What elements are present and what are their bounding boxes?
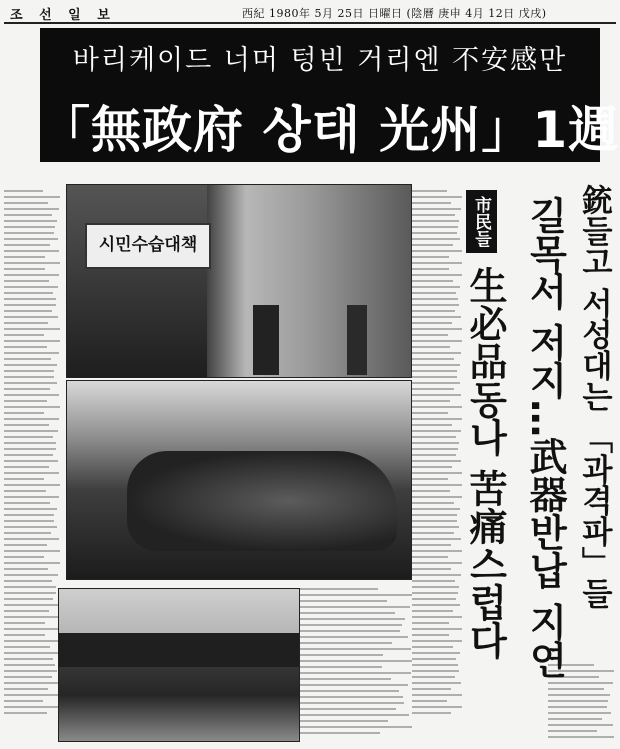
text-line	[412, 322, 452, 324]
text-line	[300, 612, 395, 614]
text-line	[412, 544, 451, 546]
text-line	[412, 550, 462, 552]
text-line	[4, 610, 49, 612]
text-line	[412, 664, 458, 666]
text-line	[412, 388, 454, 390]
text-line	[4, 316, 58, 318]
text-line	[4, 580, 52, 582]
text-line	[4, 544, 47, 546]
text-line	[412, 700, 447, 702]
text-line	[4, 268, 45, 270]
text-line	[4, 262, 60, 264]
text-line	[300, 690, 399, 692]
text-line	[4, 490, 46, 492]
text-line	[412, 430, 461, 432]
text-line	[300, 696, 403, 698]
text-line	[4, 364, 57, 366]
photo-sign: 시민수습대책	[85, 223, 211, 269]
photo-wrecked-car	[66, 380, 412, 580]
text-line	[412, 442, 459, 444]
text-line	[548, 730, 597, 732]
text-line	[412, 598, 456, 600]
text-line	[300, 654, 383, 656]
banner-subheadline: 바리케이드 너머 텅빈 거리엔 不安感만	[72, 45, 568, 76]
text-line	[412, 676, 455, 678]
text-line	[412, 454, 456, 456]
text-line	[412, 328, 462, 330]
text-line	[4, 394, 59, 396]
left-text-column	[4, 190, 60, 730]
text-line	[4, 622, 45, 624]
text-line	[300, 648, 411, 650]
text-line	[4, 382, 57, 384]
text-line	[4, 238, 58, 240]
text-line	[412, 256, 449, 258]
text-line	[4, 274, 59, 276]
text-line	[412, 508, 460, 510]
text-line	[4, 280, 49, 282]
text-line	[548, 694, 610, 696]
text-line	[412, 268, 449, 270]
paper-name: 조 선 일 보	[10, 8, 116, 23]
text-line	[4, 346, 47, 348]
text-line	[4, 442, 56, 444]
text-line	[4, 508, 57, 510]
text-line	[300, 708, 396, 710]
text-line	[4, 424, 49, 426]
text-line	[4, 514, 54, 516]
text-line	[412, 400, 450, 402]
text-line	[412, 562, 462, 564]
text-line	[412, 274, 462, 276]
text-line	[412, 616, 462, 618]
text-line	[412, 370, 457, 372]
text-line	[412, 466, 452, 468]
text-line	[300, 672, 411, 674]
text-line	[4, 352, 59, 354]
text-line	[4, 526, 57, 528]
text-line	[412, 496, 462, 498]
text-line	[4, 190, 43, 192]
text-line	[300, 624, 402, 626]
text-line	[412, 640, 462, 642]
text-line	[4, 574, 58, 576]
text-line	[412, 490, 450, 492]
text-line	[300, 684, 408, 686]
text-line	[4, 286, 58, 288]
text-line	[412, 610, 453, 612]
text-line	[412, 478, 448, 480]
text-line	[4, 448, 56, 450]
text-line	[548, 736, 614, 738]
text-line	[4, 658, 53, 660]
text-line	[412, 556, 448, 558]
headline-necessities: 生必品동나 苦痛스럽다	[463, 266, 507, 660]
text-line	[412, 292, 456, 294]
text-line	[4, 208, 59, 210]
text-line	[4, 376, 54, 378]
text-line	[4, 430, 58, 432]
text-line	[412, 424, 452, 426]
text-line	[300, 726, 412, 728]
text-line	[300, 678, 391, 680]
text-line	[412, 460, 461, 462]
text-line	[412, 340, 462, 342]
text-line	[412, 688, 451, 690]
text-line	[548, 688, 604, 690]
text-line	[412, 358, 454, 360]
text-line	[412, 316, 461, 318]
text-line	[300, 606, 410, 608]
date-line: 西紀 1980年 5月 25日 日曜日 (陰曆 庚申 4月 12日 戊戌)	[242, 7, 547, 20]
text-line	[4, 406, 60, 408]
headline-guns: 銃들고 서성대는 「과격파」들	[576, 184, 612, 609]
text-line	[412, 670, 459, 672]
text-line	[412, 238, 460, 240]
text-line	[412, 646, 453, 648]
text-line	[412, 436, 456, 438]
text-line	[4, 202, 48, 204]
text-line	[4, 700, 43, 702]
text-line	[412, 334, 448, 336]
text-line	[412, 418, 462, 420]
text-line	[412, 628, 462, 630]
text-line	[4, 334, 44, 336]
text-line	[300, 702, 404, 704]
text-line	[412, 310, 455, 312]
text-line	[300, 618, 405, 620]
text-line	[412, 394, 461, 396]
text-line	[4, 304, 56, 306]
text-line	[412, 706, 462, 708]
text-line	[4, 496, 59, 498]
text-line	[4, 388, 50, 390]
text-line	[4, 550, 60, 552]
text-line	[4, 196, 60, 198]
text-line	[412, 364, 460, 366]
text-line	[412, 568, 451, 570]
text-line	[412, 220, 459, 222]
text-line	[4, 532, 51, 534]
text-line	[4, 502, 50, 504]
text-line	[300, 660, 412, 662]
text-line	[412, 250, 462, 252]
text-line	[4, 214, 52, 216]
text-line	[4, 604, 58, 606]
text-line	[300, 666, 382, 668]
text-line	[4, 460, 58, 462]
text-line	[412, 280, 453, 282]
text-line	[4, 226, 55, 228]
text-line	[300, 642, 392, 644]
text-line	[300, 636, 408, 638]
headline-roads: 길목서 저지…武器반납 지연	[523, 196, 567, 679]
text-line	[412, 484, 462, 486]
text-line	[4, 418, 59, 420]
text-line	[548, 682, 613, 684]
text-line	[300, 588, 378, 590]
bottom-text-column	[300, 588, 412, 740]
text-line	[4, 628, 60, 630]
text-line	[4, 358, 51, 360]
text-line	[412, 208, 461, 210]
text-line	[4, 328, 60, 330]
text-line	[4, 712, 47, 714]
text-line	[412, 526, 459, 528]
text-line	[4, 616, 59, 618]
text-line	[412, 502, 454, 504]
text-line	[4, 310, 52, 312]
text-line	[548, 700, 608, 702]
text-line	[4, 676, 52, 678]
text-line	[4, 232, 54, 234]
text-line	[412, 214, 455, 216]
text-line	[412, 376, 457, 378]
text-line	[412, 298, 458, 300]
text-line	[548, 712, 611, 714]
text-line	[412, 382, 460, 384]
text-line	[4, 466, 49, 468]
text-line	[412, 712, 451, 714]
text-line	[4, 298, 56, 300]
banner-headline: 「無政府 상태 光州」1週	[40, 101, 620, 159]
text-line	[4, 688, 48, 690]
text-line	[412, 190, 447, 192]
text-line	[4, 538, 59, 540]
text-line	[412, 520, 457, 522]
text-line	[4, 292, 53, 294]
text-line	[412, 406, 462, 408]
text-line	[300, 600, 387, 602]
text-line	[4, 220, 57, 222]
text-line	[4, 682, 59, 684]
text-line	[412, 658, 456, 660]
text-line	[412, 622, 449, 624]
photo-bridge	[58, 588, 300, 742]
text-line	[300, 594, 412, 596]
text-line	[548, 706, 607, 708]
text-line	[4, 598, 53, 600]
text-line	[4, 652, 58, 654]
text-line	[4, 322, 48, 324]
text-line	[412, 196, 462, 198]
text-line	[4, 484, 60, 486]
text-line	[4, 400, 47, 402]
text-line	[412, 346, 450, 348]
text-line	[4, 412, 44, 414]
text-line	[4, 478, 44, 480]
text-line	[4, 670, 57, 672]
text-line	[412, 202, 451, 204]
text-line	[4, 592, 56, 594]
text-line	[4, 370, 54, 372]
text-line	[300, 732, 380, 734]
text-line	[300, 714, 409, 716]
text-line	[4, 586, 56, 588]
text-line	[412, 514, 457, 516]
text-line	[412, 682, 461, 684]
text-line	[412, 226, 458, 228]
text-line	[412, 304, 459, 306]
text-line	[412, 286, 460, 288]
text-line	[412, 652, 460, 654]
text-line	[4, 340, 60, 342]
text-line	[300, 630, 400, 632]
text-line	[4, 706, 60, 708]
text-line	[4, 520, 54, 522]
text-line	[412, 232, 457, 234]
text-line	[412, 604, 460, 606]
text-line	[548, 718, 602, 720]
text-line	[4, 640, 59, 642]
headline-banner	[40, 28, 620, 162]
text-line	[412, 538, 461, 540]
text-line	[4, 250, 59, 252]
text-line	[412, 472, 462, 474]
text-line	[412, 352, 461, 354]
text-line	[4, 634, 45, 636]
citizens-tag: 市民들	[466, 190, 497, 253]
text-line	[4, 562, 60, 564]
text-line	[4, 556, 44, 558]
text-line	[412, 532, 454, 534]
text-line	[412, 586, 459, 588]
text-line	[300, 720, 388, 722]
text-line	[4, 568, 48, 570]
text-line	[4, 454, 53, 456]
text-line	[548, 724, 613, 726]
text-line	[412, 412, 448, 414]
text-line	[4, 664, 55, 666]
text-line	[412, 580, 455, 582]
text-line	[4, 472, 59, 474]
text-line	[4, 256, 45, 258]
text-line	[4, 436, 53, 438]
center-text-column	[412, 190, 462, 730]
text-line	[412, 448, 458, 450]
text-line	[412, 262, 462, 264]
masthead	[4, 2, 616, 24]
text-line	[4, 646, 50, 648]
text-line	[412, 634, 449, 636]
text-line	[412, 244, 453, 246]
photo-street-sign	[66, 184, 412, 378]
text-line	[4, 694, 60, 696]
text-line	[412, 694, 462, 696]
text-line	[4, 244, 50, 246]
text-line	[412, 574, 461, 576]
text-line	[412, 592, 458, 594]
